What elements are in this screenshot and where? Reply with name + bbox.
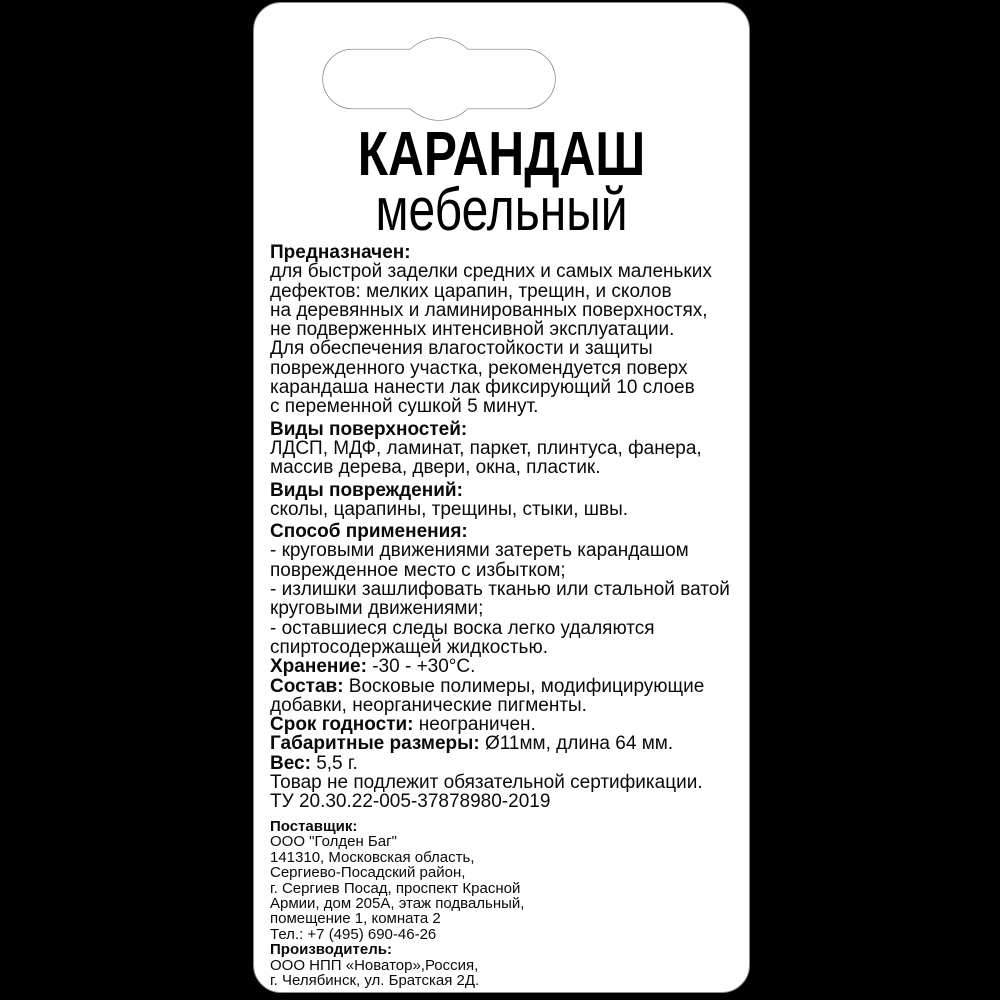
text-line: - круговыми движениями затереть карандашом [270, 540, 689, 562]
text-line: круговыми движениями; [270, 598, 484, 620]
section-heading: Способ применения: [270, 521, 468, 543]
product-title-sub: мебельный [375, 176, 628, 243]
text-line: Габаритные размеры: Ø11мм, длина 64 мм. [270, 733, 674, 755]
text-line: Армии, дом 205А, этаж подвальный, [270, 895, 525, 913]
text-line: Сергиево-Посадский район, [270, 864, 466, 882]
text-line: Для обеспечения влагостойкости и защиты [270, 338, 653, 360]
text-line: г. Челябинск, ул. Братская 2Д. [270, 972, 480, 990]
text-line: на деревянных и ламинированных поверхностях, [270, 299, 708, 321]
text-line: г. Сергиев Посад, проспект Красной [270, 879, 521, 897]
text-line: Вес: 5,5 г. [270, 752, 358, 774]
text-line: поврежденного участка, рекомендуется поверх [270, 357, 688, 379]
text-line: - излишки зашлифовать тканью или стальной ватой [270, 579, 730, 601]
text-line: Товар не подлежит обязательной сертификации. [270, 772, 703, 794]
text-line: ТУ 20.30.22-005-37878980-2019 [270, 791, 551, 813]
text-line: дефектов: мелких царапин, трещин, и сколов [270, 280, 672, 302]
text-line: спиртосодержащей жидкостью. [270, 636, 548, 658]
product-card [253, 2, 750, 993]
euro-slot-hole-icon [318, 31, 560, 127]
text-line: - оставшиеся следы воска легко удаляются [270, 617, 655, 639]
text-line: ООО "Голден Баг" [270, 833, 397, 851]
description-text-block [270, 243, 743, 812]
supplier-text-block [270, 819, 743, 988]
section-heading: Поставщик: [270, 818, 358, 835]
text-line: поврежденное место с избытком; [270, 559, 566, 581]
section-heading: Предназначен: [270, 242, 411, 263]
section-heading: Производитель: [270, 941, 392, 959]
field-label: Срок годности: [270, 714, 414, 736]
text-line: для быстрой заделки средних и самых маленьких [270, 261, 712, 283]
text-line: массив дерева, двери, окна, пластик. [270, 457, 601, 479]
field-label: Состав: [270, 675, 344, 697]
field-label: Хранение: [270, 656, 367, 678]
text-line: помещение 1, комната 2 [270, 910, 441, 928]
text-line: не подверженных интенсивной эксплуатации. [270, 319, 675, 341]
text-line: карандаша нанести лак фиксирующий 10 слоев [270, 377, 695, 399]
text-line: сколы, царапины, трещины, стыки, швы. [270, 498, 629, 520]
field-label: Габаритные размеры: [270, 733, 480, 755]
text-line: ООО НПП «Новатор»,Россия, [270, 956, 479, 974]
text-line: с переменной сушкой 5 минут. [270, 396, 539, 418]
text-line: Состав: Восковые полимеры, модифицирующие [270, 675, 705, 697]
product-title-main: КАРАНДАШ [357, 120, 646, 189]
product-title [254, 120, 749, 243]
text-line: ЛДСП, МДФ, ламинат, паркет, плинтуса, фанера, [270, 437, 702, 459]
text-line: Хранение: -30 - +30°С. [270, 656, 476, 678]
field-label: Вес: [270, 752, 311, 774]
text-line: добавки, неорганические пигменты. [270, 694, 587, 716]
text-line: Тел.: +7 (495) 690-46-26 [270, 925, 437, 943]
section-heading: Виды повреждений: [270, 479, 463, 501]
section-heading: Виды поверхностей: [270, 418, 468, 440]
text-line: Срок годности: неограничен. [270, 714, 536, 736]
text-line: 141310, Московская область, [270, 848, 475, 866]
